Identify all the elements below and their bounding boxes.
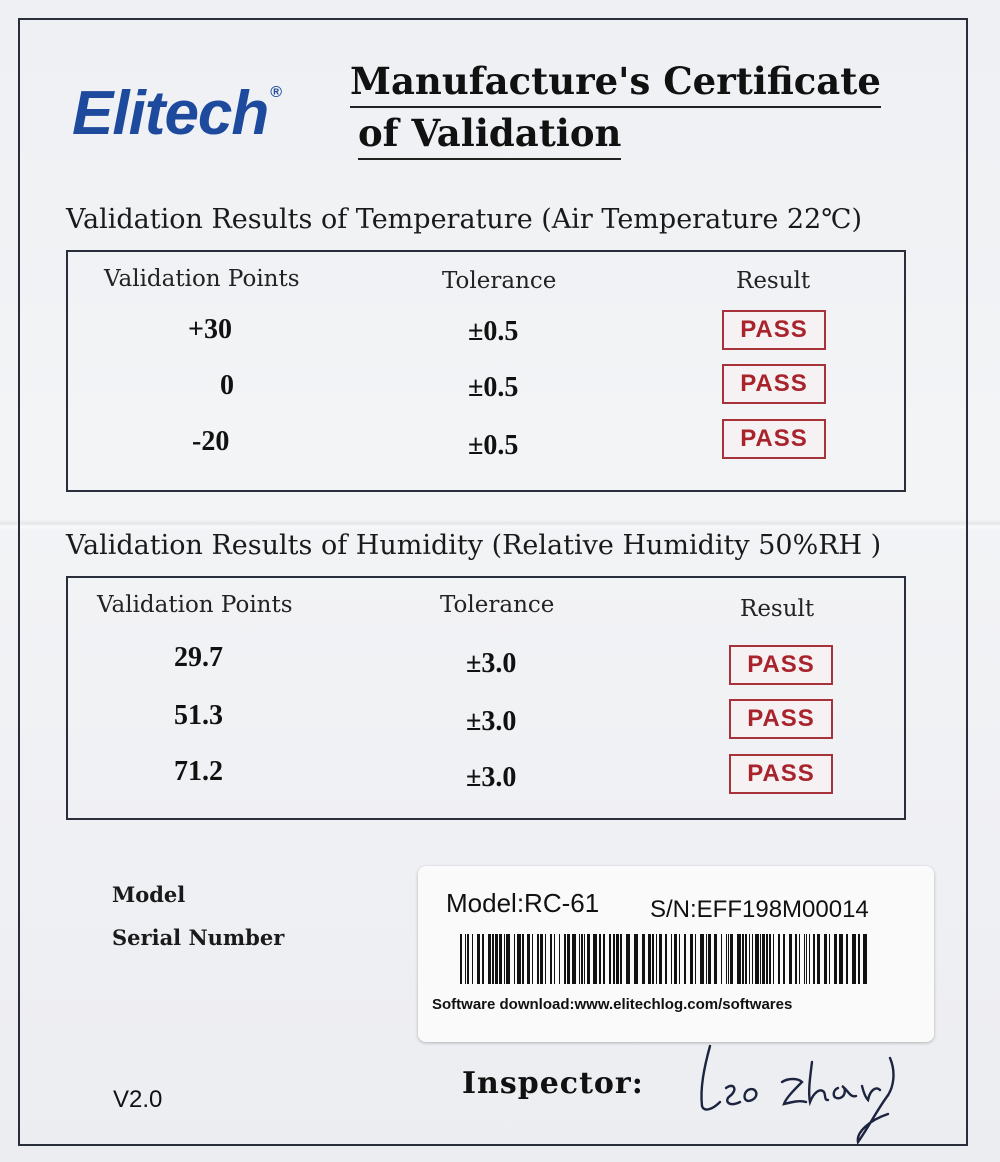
barcode-bar: [766, 934, 768, 984]
hum-result-badge: PASS: [729, 699, 833, 739]
temp-tolerance: ±0.5: [468, 430, 519, 461]
barcode-bar: [813, 934, 815, 984]
barcode-bar: [616, 934, 619, 984]
temp-col-result: Result: [736, 268, 811, 294]
hum-tolerance: ±3.0: [466, 762, 517, 793]
barcode-bar: [806, 934, 807, 984]
barcode-bar: [714, 934, 717, 984]
brand-name: Elitech: [72, 79, 269, 148]
barcode-bar: [783, 934, 785, 984]
barcode-bar: [858, 934, 860, 984]
barcode-bar: [745, 934, 747, 984]
barcode-bar: [620, 934, 622, 984]
serial-number-label: Serial Number: [112, 925, 285, 950]
barcode-bar: [564, 934, 566, 984]
barcode-bar: [599, 934, 601, 984]
hum-point: 71.2: [174, 756, 223, 787]
temperature-heading: Validation Results of Temperature (Air Temperature 22℃): [66, 204, 862, 235]
barcode-bar: [648, 934, 651, 984]
hum-tolerance: ±3.0: [466, 648, 517, 679]
barcode-bar: [593, 934, 597, 984]
barcode-bar: [514, 934, 515, 984]
barcode-bar: [737, 934, 741, 984]
hum-col-result: Result: [740, 596, 815, 622]
barcode-bar: [467, 934, 469, 984]
temp-col-tolerance: Tolerance: [442, 268, 557, 294]
title-line-2: of Validation: [358, 108, 621, 160]
title-line-1: Manufacture's Certificate: [350, 56, 881, 108]
temp-result-badge: PASS: [722, 310, 826, 350]
model-serial-sticker: [418, 866, 934, 1042]
sticker-serial: S/N:EFF198M00014: [650, 896, 869, 923]
barcode-bar: [579, 934, 580, 984]
temp-point: -20: [192, 426, 230, 457]
version-label: V2.0: [113, 1086, 163, 1113]
hum-result-badge: PASS: [729, 754, 833, 794]
model-label: Model: [112, 882, 186, 907]
temp-point: 0: [220, 370, 234, 401]
temp-result-badge: PASS: [722, 364, 826, 404]
barcode-bar: [495, 934, 498, 984]
barcode-bar: [762, 934, 765, 984]
barcode-bar: [472, 934, 473, 984]
hum-result-badge: PASS: [729, 645, 833, 685]
temp-point: +30: [188, 314, 232, 345]
barcode-bar: [465, 934, 466, 984]
barcode-bar: [839, 934, 843, 984]
barcode-bar: [695, 934, 696, 984]
barcode: [460, 934, 868, 984]
barcode-bar: [721, 934, 722, 984]
barcode-bar: [517, 934, 521, 984]
barcode-bar: [690, 934, 693, 984]
barcode-bar: [846, 934, 848, 984]
barcode-bar: [492, 934, 494, 984]
barcode-bar: [863, 934, 867, 984]
certificate-title: [350, 56, 890, 160]
barcode-bar: [572, 934, 576, 984]
barcode-bar: [559, 934, 560, 984]
barcode-bar: [665, 934, 667, 984]
inspector-signature: [690, 1038, 910, 1148]
barcode-bar: [789, 934, 792, 984]
barcode-bar: [642, 934, 645, 984]
barcode-bar: [477, 934, 480, 984]
temp-tolerance: ±0.5: [468, 372, 519, 403]
barcode-bar: [679, 934, 680, 984]
barcode-bar: [527, 934, 530, 984]
barcode-bar: [540, 934, 543, 984]
barcode-bar: [700, 934, 704, 984]
temp-result-badge: PASS: [722, 419, 826, 459]
barcode-bar: [834, 934, 837, 984]
barcode-bar: [532, 934, 533, 984]
barcode-bar: [581, 934, 583, 984]
temp-col-points: Validation Points: [104, 266, 300, 292]
inspector-label: Inspector:: [462, 1066, 644, 1101]
barcode-bar: [634, 934, 638, 984]
barcode-bar: [829, 934, 830, 984]
barcode-bar: [537, 934, 539, 984]
barcode-bar: [499, 934, 502, 984]
barcode-bar: [671, 934, 672, 984]
hum-col-tolerance: Tolerance: [440, 592, 555, 618]
barcode-bar: [795, 934, 797, 984]
barcode-bar: [730, 934, 733, 984]
barcode-bar: [613, 934, 615, 984]
barcode-bar: [752, 934, 753, 984]
barcode-bar: [545, 934, 546, 984]
barcode-bar: [567, 934, 570, 984]
barcode-bar: [603, 934, 605, 984]
barcode-bar: [656, 934, 657, 984]
barcode-bar: [626, 934, 630, 984]
barcode-bar: [506, 934, 510, 984]
barcode-bar: [674, 934, 677, 984]
barcode-bar: [708, 934, 711, 984]
barcode-bar: [726, 934, 727, 984]
hum-tolerance: ±3.0: [466, 706, 517, 737]
barcode-bar: [773, 934, 774, 984]
sticker-model: Model:RC-61: [446, 888, 600, 918]
humidity-heading: Validation Results of Humidity (Relative Humidity 50%RH ): [66, 530, 882, 561]
barcode-bar: [554, 934, 555, 984]
barcode-bar: [742, 934, 744, 984]
barcode-bar: [778, 934, 780, 984]
barcode-bar: [482, 934, 484, 984]
software-download-text: Software download:www.elitechlog.com/softwares: [432, 996, 793, 1013]
barcode-bar: [817, 934, 820, 984]
barcode-bar: [522, 934, 524, 984]
barcode-bar: [760, 934, 761, 984]
barcode-bar: [809, 934, 810, 984]
barcode-bar: [584, 934, 585, 984]
elitech-logo: [72, 78, 281, 149]
barcode-bar: [804, 934, 805, 984]
hum-point: 51.3: [174, 700, 223, 731]
barcode-bar: [749, 934, 750, 984]
barcode-bar: [799, 934, 800, 984]
barcode-bar: [684, 934, 686, 984]
barcode-bar: [652, 934, 654, 984]
barcode-bar: [728, 934, 729, 984]
registered-mark: ®: [270, 84, 282, 101]
barcode-bar: [852, 934, 856, 984]
barcode-bar: [769, 934, 771, 984]
hum-point: 29.7: [174, 642, 223, 673]
barcode-bar: [550, 934, 552, 984]
temp-tolerance: ±0.5: [468, 316, 519, 347]
barcode-bar: [460, 934, 462, 984]
barcode-bar: [824, 934, 827, 984]
barcode-bar: [488, 934, 491, 984]
barcode-bar: [706, 934, 707, 984]
barcode-bar: [587, 934, 590, 984]
barcode-bar: [659, 934, 662, 984]
barcode-bar: [755, 934, 759, 984]
barcode-bar: [609, 934, 611, 984]
hum-col-points: Validation Points: [97, 592, 293, 618]
barcode-bar: [504, 934, 505, 984]
